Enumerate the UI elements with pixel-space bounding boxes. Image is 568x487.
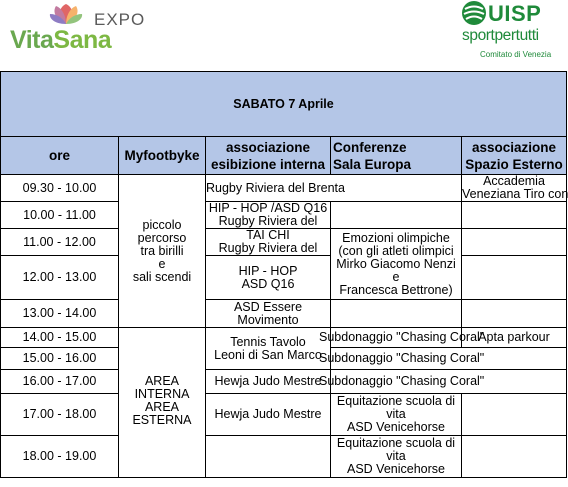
rugby-cell [206,175,462,202]
time-cell: 09.30 - 10.00 [1,175,119,202]
empty-cell [462,256,567,300]
vitasana-expo-logo [8,2,158,60]
hiphop-rugby-cell [206,202,331,229]
table-row [1,256,567,300]
myfootbyke-line: sali scendi [132,269,192,284]
cell-text: Francesca Bettrone) [339,282,453,297]
table-row [1,300,567,328]
equitazione-cell [331,436,462,478]
date-header: SABATO 7 Aprile [1,72,567,137]
col-assoc-interna-line1: associazione [225,139,311,155]
expo-text: EXPO [94,10,146,29]
page-header [0,0,566,70]
cell-text: vita [386,449,406,463]
cell-text: ASD Venicehorse [347,462,445,476]
hiphop-cell [206,256,331,300]
cell-text: Equitazione scuola di [336,436,456,450]
cell-text: TAI CHI [246,228,290,242]
cell-text: HIP - HOP [238,263,298,278]
cell-text: Rugby Riviera del [218,241,318,255]
emozioni-olimpiche-cell [331,229,462,300]
col-assoc-interna-line2: esibizione interna [210,156,326,172]
empty-cell [462,300,567,328]
table-row [1,229,567,256]
cell-text: Veneziana Tiro con [462,187,568,201]
cell-text: Rugby Riviera del Brenta [206,180,345,195]
empty-cell [462,436,567,478]
table-row [1,436,567,478]
uisp-text: UISP [488,1,542,26]
empty-cell [462,202,567,229]
myfootbyke-line: e [158,256,166,271]
cell-text: (con gli atleti olimpici [338,243,454,258]
time-cell: 15.00 - 16.00 [1,348,119,370]
myfootbyke-line: AREA [144,373,180,388]
cell-text: ASD Essere [233,299,303,314]
myfootbyke-line: AREA [144,399,180,414]
cell-text: Hewja Judo Mestre [214,407,322,421]
vitasana-text [10,26,111,55]
cell-text: e [392,269,400,284]
time-cell: 12.00 - 13.00 [1,256,119,300]
empty-cell [331,300,462,328]
cell-text: Subdonaggio "Chasing Coral" [319,374,485,388]
accademia-cell [462,175,567,202]
uisp-committee: Comitato di Venezia [480,50,552,59]
col-assoc-esterno-line1: associazione [471,139,557,155]
chasing-coral-cell [319,370,567,394]
time-cell: 10.00 - 11.00 [1,202,119,229]
judo-cell [206,370,331,394]
cell-text: Subdonaggio "Chasing Coral" [319,330,485,344]
empty-cell [206,436,331,478]
cell-text: Rugby Riviera del [218,214,318,228]
cell-text: Mirko Giacomo Nenzi [336,256,456,271]
time-cell: 17.00 - 18.00 [1,394,119,436]
cell-text: vita [386,407,406,421]
schedule-table [0,71,567,478]
table-row [1,394,567,436]
date-row [1,72,567,137]
essere-movimento-cell [206,300,331,328]
uisp-logo [458,0,566,64]
cell-text: Subdonaggio "Chasing Coral" [319,351,485,365]
chasing-coral-cell [319,348,567,370]
chasing-coral-cell [319,328,485,348]
col-conferenze-line2: Sala Europa [333,156,412,172]
cell-text: Equitazione scuola di [336,394,456,408]
myfootbyke-block-1 [119,175,206,328]
myfootbyke-block-2 [119,328,206,478]
cell-text: Movimento [237,312,299,327]
time-cell: 13.00 - 14.00 [1,300,119,328]
cell-text: Tennis Tavolo [230,334,306,349]
judo-cell [206,394,331,436]
col-assoc-interna [206,137,331,175]
col-myfootbyke: Myfootbyke [119,137,206,175]
col-conferenze-line1: Conferenze [333,139,407,155]
flower-icon [48,2,84,26]
time-cell: 14.00 - 15.00 [1,328,119,348]
myfootbyke-line: ESTERNA [132,412,192,427]
table-row [1,370,567,394]
column-header-row [1,137,567,175]
sana-text: Sana [53,26,112,54]
empty-cell [462,229,567,256]
taichi-cell [206,229,331,256]
myfootbyke-line: percorso [137,230,187,245]
col-assoc-esterno [462,137,567,175]
apta-parkour-cell [462,328,567,348]
myfootbyke-line: piccolo [142,217,182,232]
empty-cell [462,394,567,436]
myfootbyke-line: INTERNA [134,386,190,401]
time-cell: 18.00 - 19.00 [1,436,119,478]
cell-text: Accademia [483,174,545,188]
col-ore: ore [1,137,119,175]
table-row [1,328,567,348]
cell-text: Emozioni olimpiche [342,230,450,245]
col-assoc-esterno-line2: Spazio Esterno [465,156,563,172]
cell-text: ASD Q16 [241,276,295,291]
cell-text: ASD Venicehorse [347,420,445,434]
table-row [1,202,567,229]
uisp-tagline: sportpertutti [462,27,539,44]
col-conferenze [331,137,462,175]
time-cell: 11.00 - 12.00 [1,229,119,256]
cell-text: Leoni di San Marco [214,347,322,362]
time-cell: 16.00 - 17.00 [1,370,119,394]
table-row [1,175,567,202]
cell-text: HIP - HOP /ASD Q16 [208,201,328,215]
empty-cell [331,202,462,229]
cell-text: Apta parkour [478,330,550,344]
cell-text: Hewja Judo Mestre [214,374,322,388]
myfootbyke-line: tra birilli [140,243,184,258]
vita-text: Vita [10,26,54,54]
myfootbyke-spacer [119,427,205,477]
tennis-tavolo-cell [206,328,331,370]
uisp-mark-icon [460,0,488,26]
myfootbyke-spacer [119,329,205,375]
equitazione-cell [331,394,462,436]
